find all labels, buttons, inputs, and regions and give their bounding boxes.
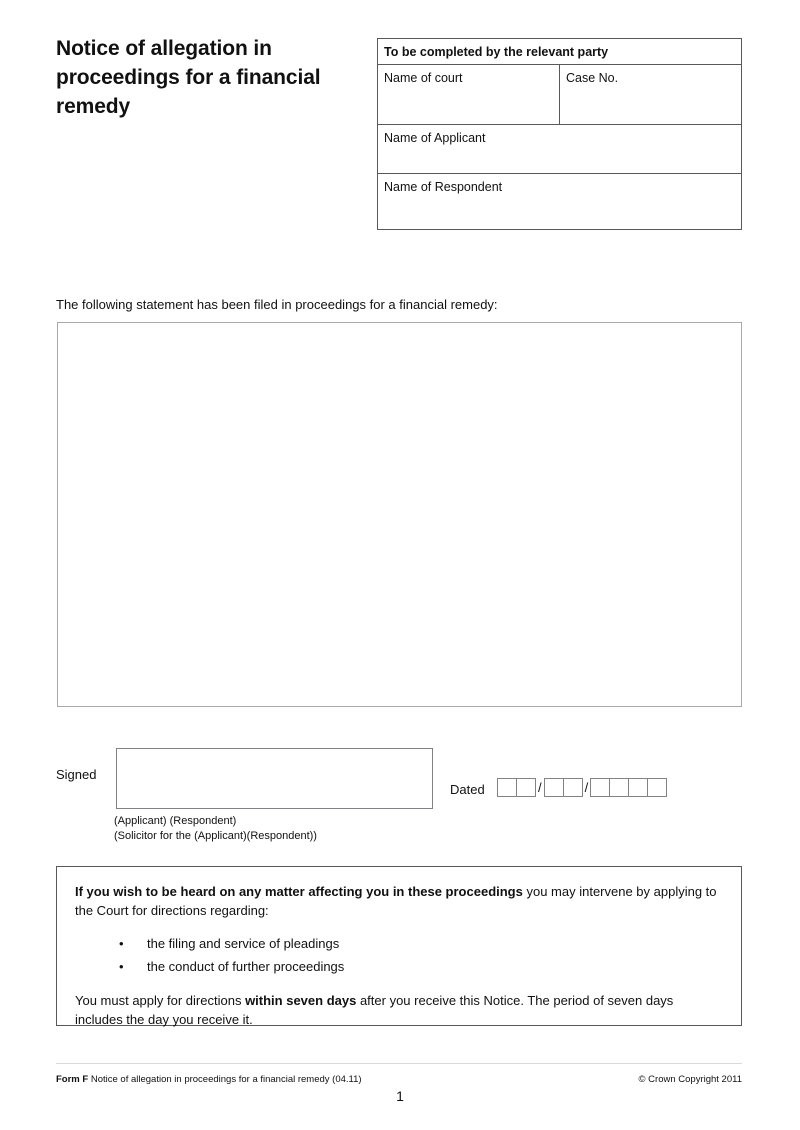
page-title: Notice of allegation in proceedings for a financial remedy bbox=[56, 37, 321, 118]
field-name-of-respondent[interactable]: Name of Respondent bbox=[378, 174, 742, 230]
table-row bbox=[378, 65, 742, 125]
date-year-cell[interactable] bbox=[609, 778, 629, 797]
field-name-of-court[interactable]: Name of court bbox=[378, 65, 560, 125]
notice-box bbox=[56, 866, 742, 1026]
notice-paragraph-1 bbox=[75, 882, 723, 920]
notice-paragraph-2-part2: after you receive this Notice. The period of seven days includes the day you receive it. bbox=[75, 993, 674, 1027]
field-case-no[interactable]: Case No. bbox=[560, 65, 742, 125]
notice-paragraph-1-rest: you may intervene by applying to the Court for directions regarding: bbox=[75, 884, 717, 918]
footer-form-reference bbox=[56, 1073, 362, 1086]
date-month-cell[interactable] bbox=[544, 778, 564, 797]
notice-paragraph-2 bbox=[75, 991, 723, 1029]
signature-sublabels bbox=[114, 814, 317, 843]
table-row-header bbox=[378, 39, 742, 65]
date-month-cell[interactable] bbox=[563, 778, 583, 797]
statement-input-area[interactable] bbox=[57, 322, 742, 707]
footer-copyright: © Crown Copyright 2011 bbox=[638, 1074, 742, 1085]
date-day-cell[interactable] bbox=[497, 778, 517, 797]
signature-input[interactable] bbox=[116, 748, 433, 809]
date-year-cell[interactable] bbox=[647, 778, 667, 797]
field-name-of-applicant[interactable]: Name of Applicant bbox=[378, 125, 742, 174]
notice-paragraph-2-bold: within seven days bbox=[245, 993, 357, 1008]
date-year-cell[interactable] bbox=[628, 778, 648, 797]
date-day-cell[interactable] bbox=[516, 778, 536, 797]
bullet-icon: • bbox=[119, 936, 124, 951]
court-details-table bbox=[377, 38, 742, 230]
statement-intro-text: The following statement has been filed in proceedings for a financial remedy: bbox=[56, 297, 498, 312]
footer-form-description: Notice of allegation in proceedings for a financial remedy (04.11) bbox=[88, 1074, 362, 1085]
dated-label: Dated bbox=[450, 782, 485, 797]
date-month-group bbox=[544, 778, 583, 797]
list-item bbox=[75, 932, 723, 955]
signature-sublabel-line1: (Applicant) (Respondent) bbox=[114, 815, 237, 827]
signed-label: Signed bbox=[56, 767, 97, 782]
list-item-label: the conduct of further proceedings bbox=[147, 959, 345, 974]
notice-content bbox=[57, 867, 741, 1029]
date-separator: / bbox=[538, 780, 542, 795]
page-number: 1 bbox=[396, 1088, 404, 1104]
bullet-icon: • bbox=[119, 959, 124, 974]
date-year-cell[interactable] bbox=[590, 778, 610, 797]
signature-sublabel-line2: (Solicitor for the (Applicant)(Respondent)) bbox=[114, 829, 317, 842]
list-item bbox=[75, 955, 723, 978]
list-item-label: the filing and service of pleadings bbox=[147, 936, 340, 951]
court-table-header: To be completed by the relevant party bbox=[378, 39, 742, 65]
date-separator: / bbox=[584, 780, 589, 795]
table-row bbox=[378, 125, 742, 174]
date-day-group bbox=[497, 778, 536, 797]
footer-divider bbox=[56, 1063, 742, 1064]
notice-paragraph-1-bold: If you wish to be heard on any matter affecting you in these proceedings bbox=[75, 884, 523, 899]
date-input-group bbox=[497, 778, 667, 797]
footer-form-code: Form F bbox=[56, 1074, 89, 1085]
table-row bbox=[378, 174, 742, 230]
notice-paragraph-2-part1: You must apply for directions bbox=[75, 993, 246, 1008]
date-year-group bbox=[590, 778, 667, 797]
notice-bullet-list bbox=[75, 932, 723, 978]
